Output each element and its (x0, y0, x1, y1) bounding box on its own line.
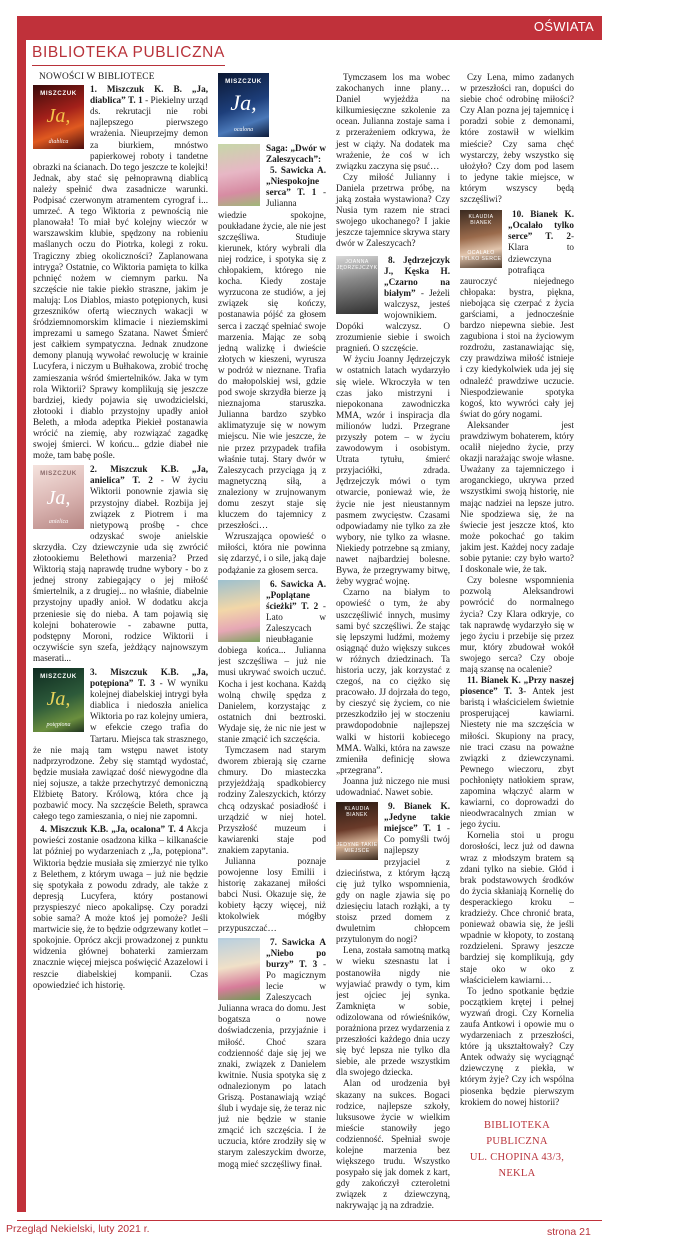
book-description: - Julianna wiedzie spokojne, poukładane życie, ale nie jest szczęśliwa. Studiuje kierunek, który wybrali dla niej rodzice, i spotyka się z chłopakiem, którego nie kocha. Kiedy zostaje wyrzucona ze studiów, a jej związek się kończy, postanawia pójść za głosem serca i zacząć spełniać swoje marzenia. Mając ze sobą jedną walizkę i dwieście złotych w kieszeni, wyrusza w podróż w nieznane. Trafia do małopolskiej wsi, gdzie pod swoje skrzydła bierze ją nieznajoma staruszka. Julianna bardzo szybko aklimatyzuje się w nowym miejscu. Nie wie jeszcze, że nie przez przypadek trafiła właśnie tutaj. Stary dwór w Zaleszycach przyciąga ją z magnetyczną siłą, a znaleziony w zrujnowanym domu zeszyt staje się kluczem do tajemnicy z przeszłości… (218, 187, 326, 531)
book-description: - Co pomyśli twój najlepszy przyjaciel z dzieciństwa, z którym łączą cię już tylko wspomnienia, gdy on nagle zjawia się po dziesięciu latach rozłąki, a ty stoisz przed domem z dwuletnim chłopcem przytulonym do nogi? (336, 823, 450, 945)
book-heading: 9. Bianek K. „Jedyne takie miejsce” T. 1 (384, 801, 450, 834)
book-cover-4-wrap (218, 72, 326, 139)
book-heading: 10. Bianek K. „Ocalało tylko serce” T. 2 (508, 209, 574, 242)
book-entry-7 (218, 937, 326, 1170)
book-paragraph: Tymczasem los ma wobec zakochanych inne plany… Daniel wyjeżdża na kilkumiesięczne szkolenie za ocean. Julianna zostaje sama i z przerażeniem odkrywa, że jest w ciąży. Na dodatek ma wrażenie, że coś w ich związku zaczyna się psuć… (336, 72, 450, 171)
cover-title: Ja, (46, 487, 71, 510)
book-description: - Jeżeli walczysz, jesteś wojownikiem. Dopóki walczysz. O zrozumienie siebie i swoich pragnień. O szczęście. (336, 287, 450, 354)
book-paragraph: Aleksander jest prawdziwym bohaterem, który ocalił niejedno życie, przy okazji narażając swoje własne. Uważany za tajemniczego i aroganckiego, ukrywa przed wszystkimi swoją historię, nie mając nadziei na lepsze jutro. Nie spodziewa się, że na świecie jest jeszcze ktoś, kto może pokochać go takim jakim jest. Każdej nocy zadaje sobie pytanie: czy było warto? I doskonale wie, że tak. (460, 419, 574, 575)
book-heading: 4. Miszczuk K.B. „Ja, ocalona” T. 4 (40, 824, 184, 835)
article-frame (17, 16, 602, 1212)
book-description: Akcja powieści zostanie osadzona kilka – kilkanaście lat później po wydarzeniach z „Ja, potępiona”. Wiktoria będzie musiała się zmierzyć nie tylko z Belethem, z którym uwaga – już nie będzie się spotykała z powodu zdrady, ale także z depresją Lucyfera, który postanowi przyspieszyć nieco apokalipsę. Czy poradzi sobie sama? A może ktoś jej pomoże? Jeśli martwicie się, że to będzie odgrzewany kotlet – spokojnie. Oprócz akcji prowadzonej z punktu widzenia głównej bohaterki zamierzam znacznie więcej miejsca poświęcić Azazelowi i reszcie diabelskiej kompanii. Czas opowiedzieć ich historię. (33, 824, 209, 990)
book-entry-1 (33, 84, 208, 461)
book-entry-8 (336, 255, 450, 799)
book-description: - W wyniku kolejnej diabelskiej intrygi była diablica i niedoszła anielica Wiktoria po raz kolejny umiera, w efekcie czego trafia do Tartaru. Miejsca tak strasznego, że nie mają tam wstępu nawet istoty nadprzyrodzone. Żeby się stamtąd wydostać, będzie musiała zawiązać dość niewygodne dla niej sojusze, a także przechytrzyć demoniczną Elżbietę Batory. Królową, która chce ją pozbawić mocy. Na szczęście Beleth, sprawca całego tego zamieszania, o niej nie zapomni. (33, 678, 208, 822)
cover-subtitle: potępiona (46, 721, 71, 728)
book-cover-ja-diablica (33, 85, 84, 149)
book-paragraph: Kornelia stoi u progu dorosłości, lecz już od dawna wraz z młodszym bratem są zdani tylko na siebie. Głód i brak podstawowych środków do życia skłaniają Kornelię do desperackiego kroku – kradzieży. Chce chronić brata, ponieważ obawia się, że jeśli wpadnie w kłopoty, to zostaną rozdzieleni. Sprawy jeszcze bardziej się komplikują, gdy staje oko w oko z właścicielem kawiarni… (460, 830, 574, 985)
cover-title: Ja, (46, 105, 71, 128)
cover-subtitle: anielica (48, 519, 69, 526)
book-cover-ja-ocalona (218, 73, 269, 137)
book-entry-3 (33, 667, 208, 822)
book-heading: 7. Sawicka A „Niebo po burzy” T. 3 (266, 936, 326, 969)
subheading: NOWOŚCI W BIBLIOTECE (39, 72, 155, 82)
book-cover-ja-anielica (33, 465, 84, 529)
book-paragraph: Lena, została samotną matką w wieku szesnastu lat i postanowiła nigdy nie wyjawiać prawdy o tym, kim jest ojciec jej synka. Zamknięta w sobie, odizolowana od rówieśników, porażniona przez wydarzenia z przeszłości każdego dnia uczy się być lepsza nie tylko dla siebie, ale przede wszystkim dla swojego dziecka. (336, 945, 450, 1078)
book-cover-ocalalo-tylko-serce (460, 210, 502, 268)
library-name: BIBLIOTEKA PUBLICZNA (484, 1119, 550, 1147)
book-cover-niebo-po-burzy (218, 938, 260, 1000)
cover-author: KLAUDIA BIANEK (344, 806, 370, 819)
cover-title: Ja, (230, 90, 257, 115)
book-entry-11 (460, 675, 574, 1108)
book-paragraph: W życiu Joanny Jędrzejczyk w ostatnich latach wydarzyło się wiele. Wkroczyła w ten czas jako mistrzyni i niepokonana zawodniczka MMA, wzór i inspiracja dla milionów ludzi. Przegrane przyszły potem – w życiu zawodowym i osobistym. Utrata tytułu, śmierć przyjaciółki, zdrada. Jędrzejczyk mówi o tym otwarcie, ponieważ wie, że życie nie jest nieustannym pasmem zwycięstw. Czasami odpowiadamy nie tylko za złe wybory, nie tylko za własne. Niekiedy potrzebne są zmiany, nawet najbardziej bolesne. Bywa, że przegrywamy bitwę, żeby wygrać wojnę. (336, 354, 450, 587)
cover-author: JOANNA JĘDRZEJCZYK (336, 258, 378, 271)
columns (26, 66, 602, 1212)
book-cover-jedyne-takie-miejsce (336, 802, 378, 860)
book-description: - Lato w Zaleszycach nieubłaganie dobiega końca... Julianna jest szczęśliwa – już nie musi ukrywać swoich uczuć. Kocha i jest kochana. Każdą wolną chwilę spędza z Danielem, korzystając z ostatnich dni beztroski. Wydaje się, że nic nie jest w stanie zmącić ich szczęścia. (218, 600, 326, 744)
cover-subtitle: diablica (48, 139, 69, 146)
cover-title: OCALAŁO TYLKO SERCE (460, 250, 502, 263)
book-entry-5 (218, 143, 326, 576)
book-cover-czarno-na-bialym (336, 256, 378, 314)
book-heading: 11. Bianek K. „Przy naszej piosence” T. 3 (460, 675, 574, 697)
book-paragraph: Tymczasem nad starym dworem zbierają się czarne chmury. Do miasteczka przyjeżdżają spadkobiercy rodziny Zaleszyckich, którzy chcą odzyskać posiadłość i urządzić w niej hotel. Przyszłość muzeum i kawiarenki staje pod znakiem zapytania. (218, 745, 326, 855)
book-entry-9 (336, 801, 450, 1211)
cover-title: JEDYNE TAKIE MIEJSCE (336, 842, 378, 855)
book-paragraph: Joanna już niczego nie musi udowadniać. Nawet sobie. (336, 775, 450, 797)
section-header-bar (17, 16, 602, 40)
publication-info: Przegląd Nekielski, luty 2021 r. (6, 1223, 150, 1236)
footer-rule (17, 1220, 602, 1222)
book-heading: 5. Sawicka A. „Niespokojne serca” T. 1 (266, 165, 326, 198)
library-address: UL. CHOPINA 43/3, NEKLA (469, 1151, 565, 1179)
cover-title: Ja, (46, 687, 71, 710)
cover-author: KLAUDIA BIANEK (468, 214, 494, 227)
title-wrap (26, 40, 602, 66)
book-heading: 6. Sawicka A. „Poplątane ścieżki” T. 2 (266, 578, 326, 611)
signoff (460, 1118, 574, 1182)
book-entry-4-start (33, 824, 208, 990)
column-1 (33, 72, 208, 991)
book-description: - W życiu Wiktorii ponownie zjawia się przystojny diabeł. Rozbija jej związek z Piotrem i ma nietypową prośbę - chce odzyskać swoje anielskie skrzydła. Czy dziewczynie uda się zwrócić złotookiemu Belethowi marzenia? Przed Wiktorią stają naprawdę trudne wybory - bo z jednej strony zabiegający o jej miłość śmiertelnik, a z drugiej... no właśnie, diabelnie przystojny upadły anioł. W dodatku akcja przeniesie się do nieba. A tam pojawią się kolejni bohaterowie - zabawne putta, podstępny Moroni, rodzice Wiktorii i oczywiście syn szefa, jeżdżący najnowszym maserati... (33, 475, 208, 663)
column-3 (336, 72, 450, 1212)
book-entry-6 (218, 579, 326, 934)
cover-author: MISZCZUK (225, 78, 262, 85)
book-heading: 8. Jędrzejczyk J., Kęska H. „Czarno na białym” (384, 254, 450, 298)
book-description: - Piekielny urząd ds. rekrutacji nie robi najlepszego pierwszego wrażenia. Nieuprzejmy demon za biurkiem, mnóstwo papierkowej roboty i tandetne obrazki na ścianach. Do tego jeszcze te kolejki! Jednak, aby stać się pełnoprawną diablicą należy spełnić dwa zasadnicze warunki. Podpisać czerwonym atramentem cyrograf i... umrzeć. A tego Wiktoria z pewnością nie planowała! To miał być kolejny wieczór w warszawskim klubie, spędzony na robieniu maślanych oczu do Piotrka, kolegi z roku. Tragiczny zbieg okoliczności? Zaplanowana intryga? Ostatnie, co Wiktoria pamięta to kilka pchnięć nożem w ciemnym parku. Na szczęście nie takie piekło straszne, jakim je malują: Los Diablos, miasto potępionych, kusi grzeszników ofertą wiecznych wakacji w śródziemnomorskim klimacie i nieziemskimi imprezami u samego Szatana. Nawet Śmierć jest całkiem sympatyczna. Jednak znudzone demony planują wywołać rewolucję w krainie Lucyfera, i niczym u Bułhakowa, zrobić trochę zamieszania wśród śmiertelników. Jaka w tym rola Wiktorii? Sprawy komplikują się jeszcze bardziej, kiedy pojawia się uwodzicielski, złotooki i diablo przystojny upadły anioł Beleth, a młoda adeptka Piekieł postanawia wrócić na ziemię, aby rozwiązać zagadkę swojej śmierci. W końcu... gdzie diabeł nie może, tam babę pośle. (33, 95, 208, 461)
book-description: - Klara to dziewczyna potrafiąca zauroczyć niejednego chłopaka: bystra, piękna, niebojąca się czerpać z życia garściami, a jednocześnie bardzo niepewna siebie. Jest zagubiona i stoi na życiowym rozdrożu, zastanawiając się, czy prawdziwa miłość istnieje i czy kiedykolwiek uda jej się odnaleźć prawdziwe uczucie. Niespodziewanie spotyka kogoś, kto wywróci cały jej świat do góry nogami. (460, 231, 574, 419)
cover-author: MISZCZUK (40, 672, 77, 680)
book-cover-poplatane-sciezki (218, 580, 260, 642)
cover-author: MISZCZUK (40, 470, 77, 478)
cover-subtitle: ocalona (233, 127, 254, 133)
book-description: - Antek jest baristą i właścicielem świetnie prosperującej kawiarni. Niestety nie ma szczęścia w miłości. Skupiony na pracy, nie traci czasu na poważne związki z dziewczynami. Pewnego wieczoru, zbyt pochłonięty natłokiem spraw, zapomina włączyć alarm w kawiarni, co doprowadzi do nieodwracalnych zmian w jego życiu. (460, 686, 574, 830)
book-heading: 1. Miszczuk K. B. „Ja, diablica” T. 1 (90, 84, 208, 106)
book-cover-ja-potepiona (33, 668, 84, 732)
book-cover-niespokojne-serca (218, 144, 260, 206)
page-number: strona 21 (547, 1226, 591, 1239)
book-paragraph: Czy Lena, mimo zadanych w przeszłości ran, dopuści do siebie choć odrobinę miłości? Czy Alan pozna jej tajemnicę i poradzi sobie z demonami, które zostawił w wielkim mieście? Czy sama chęć wystarczy, żeby wszystko się ułożyło? Czy dom pod lasem to jedyne takie miejsce, w którym wszyscy będą szczęśliwi? (460, 72, 574, 205)
book-entry-10 (460, 209, 574, 675)
book-paragraph: Julianna poznaje powojenne losy Emilii i historię zakazanej miłości babci Nusi. Okazuje się, że kobiety łączy więcej, niż ktokolwiek mógłby przypuszczać… (218, 856, 326, 933)
book-heading: 3. Miszczuk K.B. „Ja, potępiona” T. 3 (90, 666, 208, 689)
book-paragraph: Czy bolesne wspomnienia pozwolą Aleksandrowi powrócić do normalnego życia? Czy Klara odkryje, co tak naprawdę wydarzyło się w jego życiu i przebije się przez mur, który zbudował wokół swojego serca? Czy oboje mają szansę na ocalenie? (460, 575, 574, 674)
saga-heading: Saga: „Dwór w Zaleszycach”: (266, 143, 326, 165)
book-paragraph: Wzruszająca opowieść o miłości, która nie powinna się zdarzyć, i o sile, jaką daje podążanie za głosem serca. (218, 531, 326, 575)
cover-author: MISZCZUK (40, 90, 77, 98)
book-heading: 2. Miszczuk K.B. „Ja, anielica” T. 2 (90, 464, 208, 486)
column-2 (218, 72, 326, 1170)
book-entry-2 (33, 464, 208, 664)
book-description: - Po magicznym lecie w Zaleszycach Julianna wraca do domu. Jest bogatsza o nowe doświadczenia, przyjaźnie i miłość. Choć szara codzienność daje się jej we znaki, związek z Danielem kwitnie. Nusia spotyka się z odnalezionym po latach Griszą. Postanawiają wziąć ślub i wydaje się, że teraz nic już nie będzie w stanie zmącić ich szczęścia. I że uczucia, które zrodziły się w starym zaleszyckim dworze, mogą mieć szczęśliwy finał. (218, 958, 326, 1169)
book-paragraph: Alan od urodzenia był skazany na sukces. Bogaci rodzice, najlepsze szkoły, luksusowe życie w wielkim mieście stanowiły jego codzienność. Spełniał swoje kolejne marzenia bez większego trudu. Wszystko posypało się jak domek z kart, gdy zakończył czteroletni związek z dziewczyną, nakrywając ją na zdradzie. (336, 1078, 450, 1211)
section-label: OŚWIATA (533, 19, 594, 34)
book-paragraph: Czy miłość Julianny i Daniela przetrwa próbę, na jaką została wystawiona? Czy Nusia tym razem nie straci swojego ukochanego? I jakie jeszcze tajemnice skrywa stary dwór w Zaleszycach? (336, 171, 450, 249)
page-title: BIBLIOTEKA PUBLICZNA (32, 44, 225, 66)
footer (0, 1223, 679, 1241)
column-4 (460, 72, 574, 1182)
book-paragraph: Czarno na białym to opowieść o tym, że aby uszczęśliwić innych, musimy sami być szczęśliwi. Że stając się lepszymi ludźmi, możemy osiągnąć dużo większy sukces w różnych dziedzinach. Ta historia uczy, jak korzystać z czegoś, na co ciężko się pracowało. JJ dojrzała do tego, by cieszyć się życiem, co nie przeszkodziło jej w stoczeniu prawdopodobnie najlepszej walki w historii kobiecego MMA. Walki, która na zawsze zmieniła definicję słowa „przegrana”. (336, 587, 450, 775)
book-paragraph: To jedno spotkanie będzie początkiem krętej i pełnej wyzwań drogi. Czy Kornelia zaufa Antkowi i opowie mu o wydarzeniach z przeszłości, które ją ukształtowały? Czy Antek odważy się wyciągnąć dziewczynę z piekła, w którym żyje? Czy ich wspólna piosenka będzie pierwszym krokiem do nowej historii? (460, 985, 574, 1107)
